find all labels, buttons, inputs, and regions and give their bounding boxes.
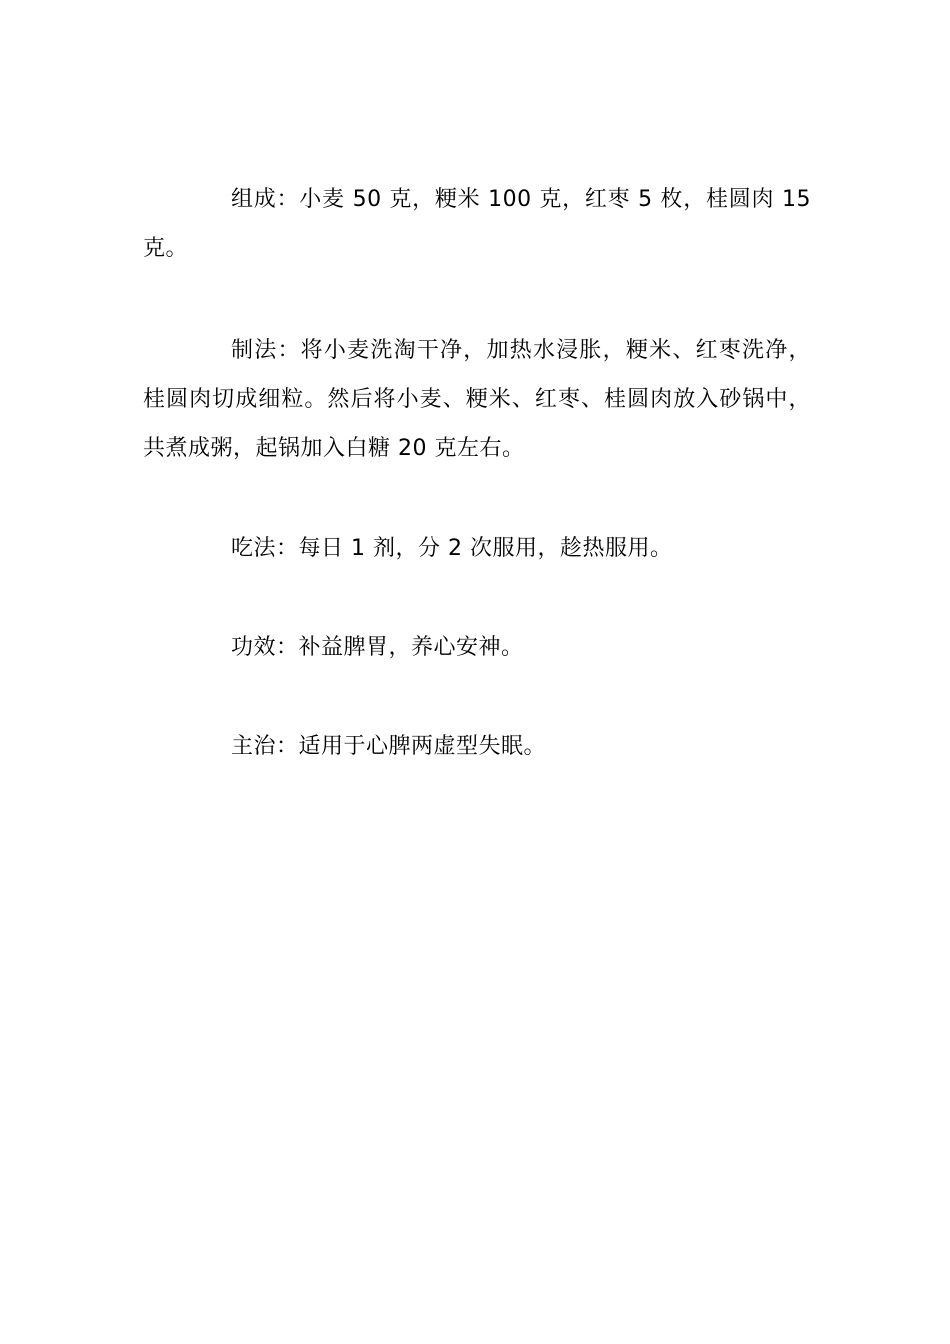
paragraph-indication: 主治：适用于心脾两虚型失眠。 <box>231 734 547 759</box>
document-body <box>143 175 811 771</box>
paragraph-composition: 组成：小麦 50 克，粳米 100 克，红枣 5 枚，桂圆肉 15 克。 <box>143 187 811 261</box>
paragraph-efficacy: 功效：补益脾胃，养心安神。 <box>231 635 524 660</box>
paragraph-preparation: 制法：将小麦洗淘干净，加热水浸胀，粳米、红枣洗净，桂圆肉切成细粒。然后将小麦、粳米、红枣、桂圆肉放入砂锅中，共煮成粥，起锅加入白糖 20 克左右。 <box>143 338 811 461</box>
paragraph-usage: 吃法：每日 1 剂，分 2 次服用，趁热服用。 <box>231 536 673 561</box>
